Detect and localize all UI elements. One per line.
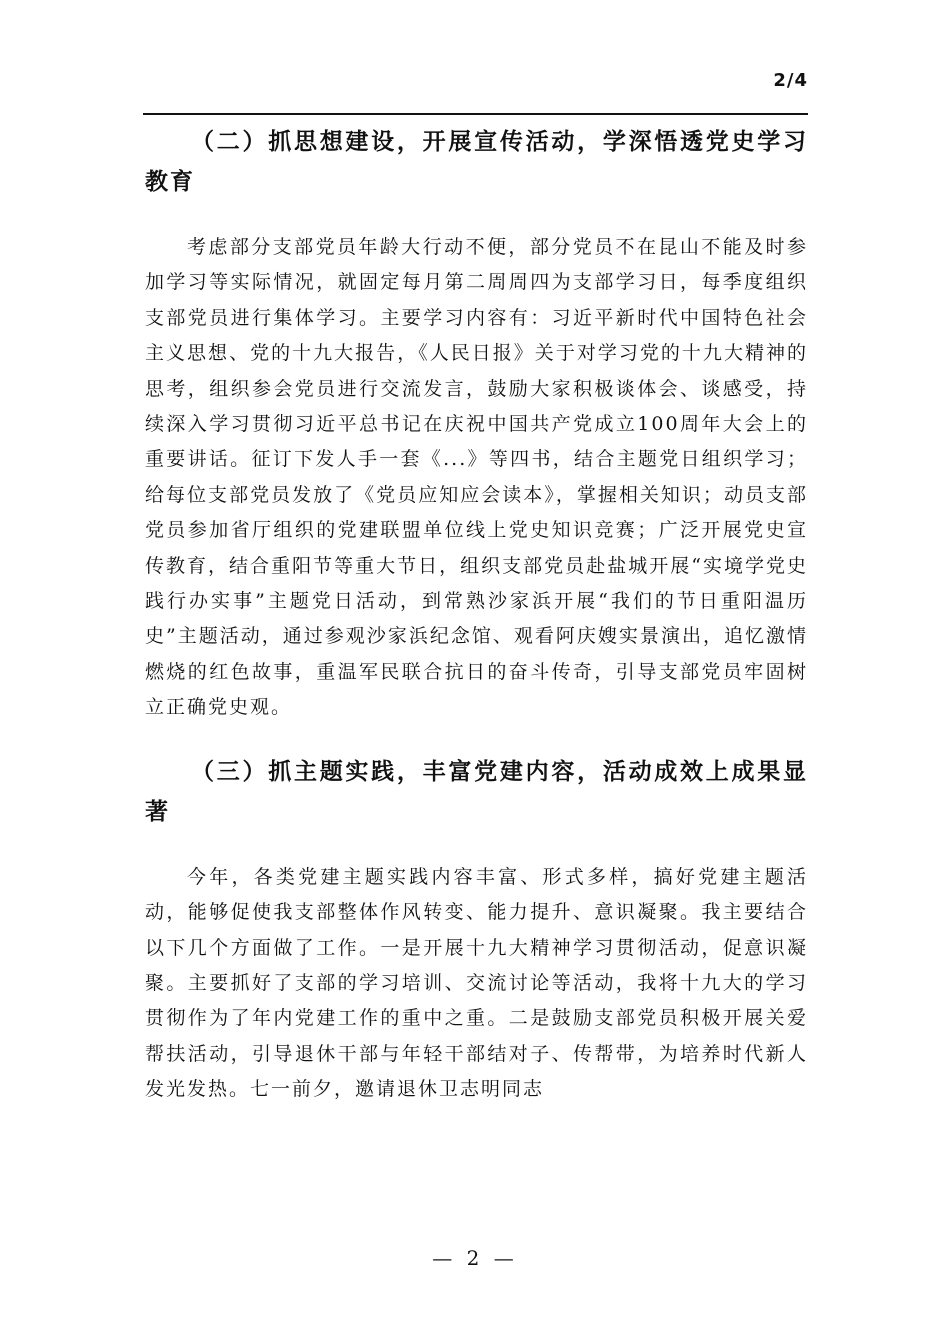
section-heading: （二）抓思想建设，开展宣传活动，学深悟透党史学习教育	[145, 129, 808, 195]
footer-page-number: — 2 —	[432, 1246, 518, 1270]
page-indicator: 2/4	[773, 70, 808, 91]
document-body	[145, 122, 808, 1108]
section-paragraph: 考虑部分支部党员年龄大行动不便，部分党员不在昆山不能及时参加学习等实际情况，就固定每月第二周周四为支部学习日，每季度组织支部党员进行集体学习。主要学习内容有：习近平新时代中国特色社会主义思想、党的十九大报告，《人民日报》关于对学习党的十九大精神的思考，组织参会党员进行交流发言，鼓励大家积极谈体会、谈感受，持续深入学习贯彻习近平总书记在庆祝中国共产党成立100周年大会上的重要讲话。征订下发人手一套《...》等四书，结合主题党日组织学习；给每位支部党员发放了《党员应知应会读本》，掌握相关知识；动员支部党员参加省厅组织的党建联盟单位线上党史知识竞赛；广泛开展党史宣传教育，结合重阳节等重大节日，组织支部党员赴盐城开展“实境学党史践行办实事”主题党日活动，到常熟沙家浜开展“我们的节日重阳温历史”主题活动，通过参观沙家浜纪念馆、观看阿庆嫂实景演出，追忆激情燃烧的红色故事，重温军民联合抗日的奋斗传奇，引导支部党员牢固树立正确党史观。	[145, 236, 808, 719]
section-heading: （三）抓主题实践，丰富党建内容，活动成效上成果显著	[145, 758, 808, 825]
header-divider	[143, 113, 808, 115]
section-paragraph: 今年，各类党建主题实践内容丰富、形式多样，搞好党建主题活动，能够促使我支部整体作风转变、能力提升、意识凝聚。我主要结合以下几个方面做了工作。一是开展十九大精神学习贯彻活动，促意识凝聚。主要抓好了支部的学习培训、交流讨论等活动，我将十九大的学习贯彻作为了年内党建工作的重中之重。二是鼓励支部党员积极开展关爱帮扶活动，引导退休干部与年轻干部结对子、传帮带，为培养时代新人发光发热。七一前夕，邀请退休卫志明同志	[145, 865, 808, 1101]
